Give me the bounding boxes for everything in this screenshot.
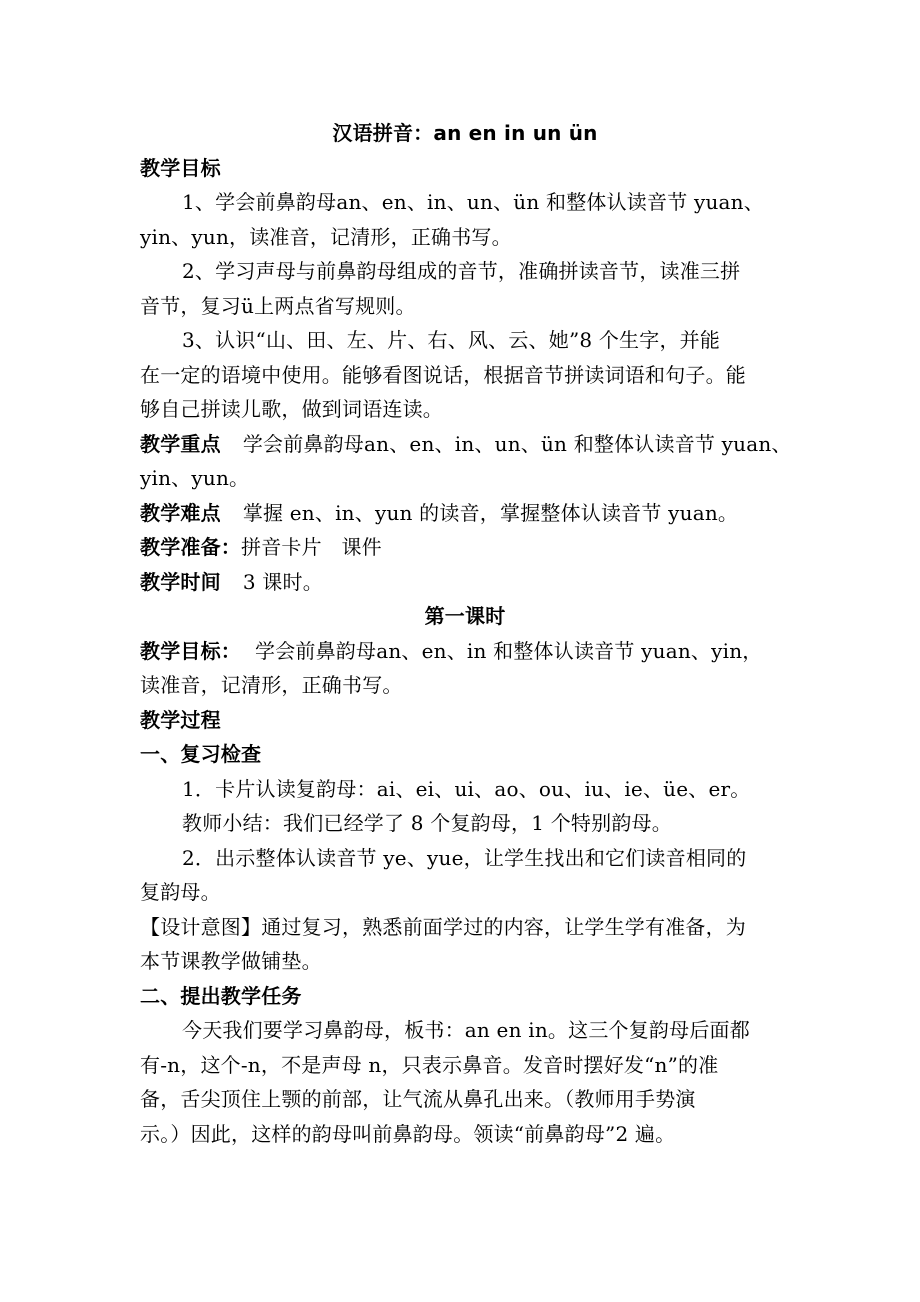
process-heading: 教学过程: [140, 707, 221, 732]
key-points-cont: yin、yun。: [140, 466, 250, 490]
s2-line-3: 备，舌尖顶住上颚的前部，让气流从鼻孔出来。（教师用手势演: [140, 1087, 696, 1111]
preparation-label: 教学准备：: [140, 535, 241, 559]
time: [140, 565, 790, 600]
s1-line-2: 教师小结：我们已经学了 8 个复韵母，1 个特别韵母。: [182, 811, 672, 835]
goals-heading: 教学目标: [140, 155, 221, 180]
goal-1-line-1: 1、学会前鼻韵母an、en、in、un、ün 和整体认读音节 yuan、: [182, 190, 764, 214]
time-text: 3 课时。: [242, 569, 323, 594]
goal-1-line-2: yin、yun，读准音，记清形，正确书写。: [140, 224, 512, 249]
document-page: [140, 116, 790, 1151]
s2-line-2: 有-n，这个-n，不是声母 n，只表示鼻音。发音时摆好发“n”的准: [140, 1052, 719, 1077]
s2-line-4: 示。）因此，这样的韵母叫前鼻韵母。领读“前鼻韵母”2 遍。: [140, 1121, 676, 1146]
s2-line-1: 今天我们要学习鼻韵母，板书：an en in。这三个复韵母后面都: [182, 1018, 750, 1042]
goal-2-line-2: 音节，复习ü上两点省写规则。: [140, 293, 416, 318]
section1-heading: 一、复习检查: [140, 742, 262, 766]
section2-heading: 二、提出教学任务: [140, 983, 302, 1008]
goal-3-line-3: 够自己拼读儿歌，做到词语连读。: [140, 397, 443, 421]
design-intent-line-1: 【设计意图】通过复习，熟悉前面学过的内容，让学生学有准备，为: [140, 914, 746, 939]
s1-line-1: 1．卡片认读复韵母：ai、ei、ui、ao、ou、iu、ie、üe、er。: [182, 776, 751, 801]
document-title: 汉语拼音：an en in un ün: [332, 121, 598, 145]
preparation-text: 拼音卡片 课件: [241, 535, 382, 559]
lesson1-goal-cont: 读准音，记清形，正确书写。: [140, 673, 403, 697]
s1-line-3b: 复韵母。: [140, 880, 221, 904]
goal-3-line-1: 3、认识“山、田、左、片、右、风、云、她”8 个生字，并能: [182, 328, 721, 352]
time-label: 教学时间: [140, 569, 221, 594]
key-points-text: 学会前鼻韵母an、en、in、un、ün 和整体认读音节 yuan、: [242, 431, 792, 456]
design-intent-line-2: 本节课教学做铺垫。: [140, 949, 322, 973]
goal-3-line-2: 在一定的语境中使用。能够看图说话，根据音节拼读词语和句子。能: [140, 362, 746, 387]
lesson1-goal-label: 教学目标：: [140, 638, 241, 663]
difficulties-text: 掌握 en、in、yun 的读音，掌握整体认读音节 yuan。: [242, 500, 739, 525]
s1-line-3a: 2．出示整体认读音节 ye、yue，让学生找出和它们读音相同的: [182, 845, 747, 870]
goal-2-line-1: 2、学习声母与前鼻韵母组成的音节，准确拼读音节，读准三拼: [182, 259, 741, 283]
lesson1-goal-text: 学会前鼻韵母an、en、in 和整体认读音节 yuan、yin，: [255, 638, 763, 663]
key-points: [140, 427, 790, 462]
lesson1-goal: [140, 634, 790, 669]
difficulties: [140, 496, 790, 531]
difficulties-label: 教学难点: [140, 500, 221, 525]
preparation: [140, 530, 790, 565]
key-points-label: 教学重点: [140, 431, 221, 456]
lesson1-heading: 第一课时: [424, 604, 506, 628]
